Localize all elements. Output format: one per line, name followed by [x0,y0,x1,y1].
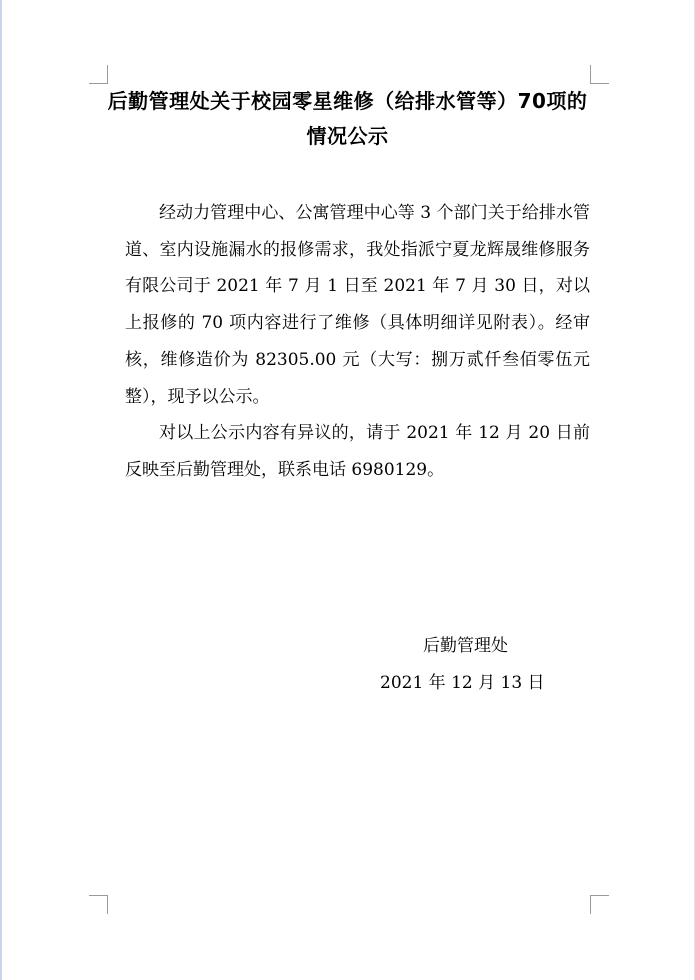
margin-mark-top-right [590,65,609,84]
signature: 后勤管理处 [423,636,508,656]
margin-mark-top-left [89,65,108,84]
title-line-1: 后勤管理处关于校园零星维修（给排水管等）70项的 [107,89,588,113]
paragraph-1: 经动力管理中心、公寓管理中心等 3 个部门关于给排水管道、室内设施漏水的报修需求，我处指派宁夏龙辉晟维修服务有限公司于 2021 年 7 月 1 日至 2021 年 7 月 30 日，对以上报修的 70 项内容进行了维修（具体明细详见附表）。经审核，维修造价为 82305.00 元（大写：捌万贰仟叁佰零伍元整），现予以公示。 [125,203,590,407]
page-edge-left [0,0,2,980]
paragraph-2: 对以上公示内容有异议的，请于 2021 年 12 月 20 日前反映至后勤管理处，联系电话 6980129。 [125,423,590,480]
margin-mark-bottom-right [590,895,609,914]
title-line-2: 情况公示 [306,124,389,148]
signature-date: 2021 年 12 月 13 日 [380,673,545,693]
document-title [100,84,595,154]
document-body [125,195,590,489]
margin-mark-bottom-left [89,895,108,914]
